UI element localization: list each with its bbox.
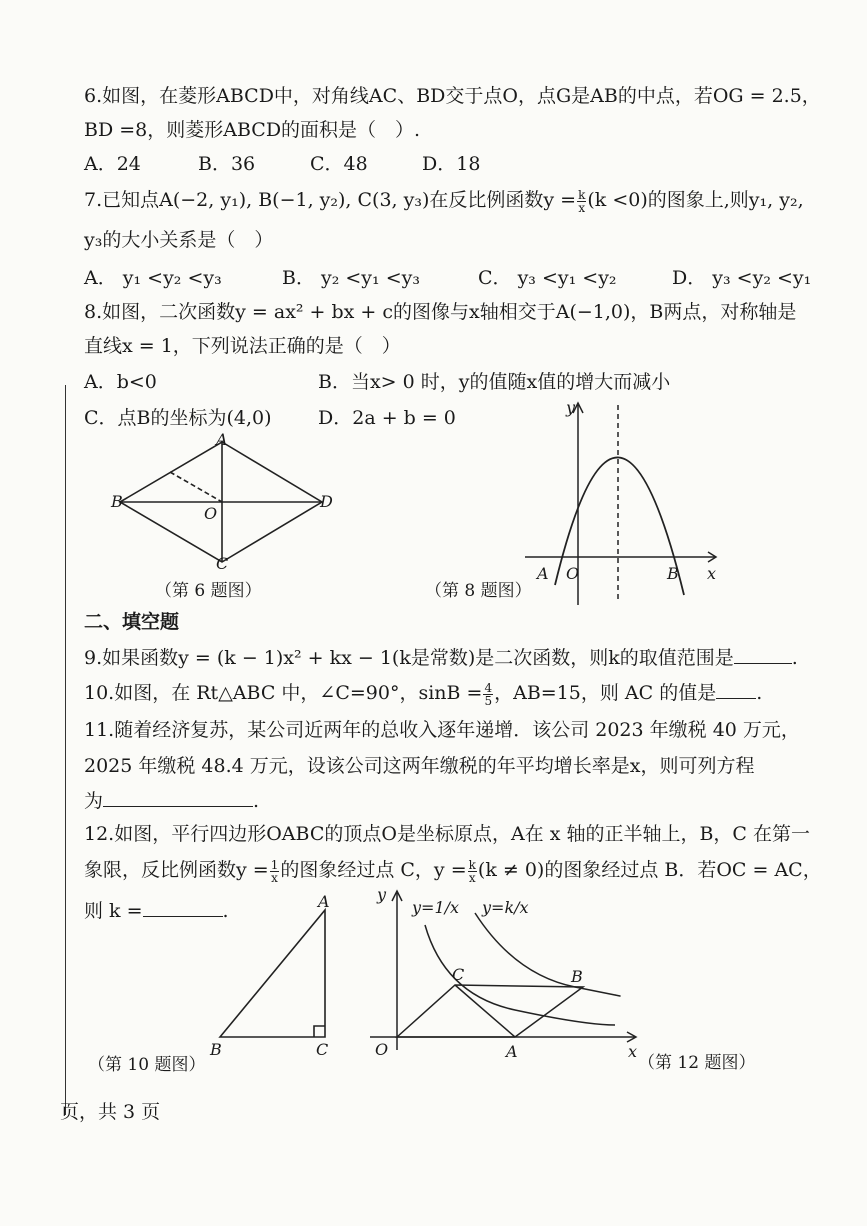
- q11-answer-blank[interactable]: [103, 788, 253, 807]
- q8-option-c: C．点B的坐标为(4,0): [84, 407, 272, 429]
- fig12-label-b: B: [571, 967, 583, 986]
- q12-line2-part-b: 的图象经过点 C，y =: [280, 859, 467, 881]
- q11-line3: 为 .: [84, 790, 260, 812]
- q11-line3-text: 为: [84, 790, 104, 812]
- fig8-label-o: O: [566, 564, 580, 583]
- fig6-label-c: C: [216, 554, 229, 573]
- q7-option-b: B． y₂ <y₁ <y₃: [282, 267, 420, 289]
- fig12-curve1-label: y=1/x: [412, 898, 460, 917]
- fig10-triangle: [210, 900, 340, 1045]
- fig12-label-x: x: [628, 1042, 638, 1061]
- page-footer: 页，共 3 页: [60, 1101, 161, 1123]
- q7-option-c: C． y₃ <y₁ <y₂: [478, 267, 617, 289]
- q12-frac2-num: k: [468, 857, 476, 872]
- q7-line1-part-b: (k <0)的图象上,则y₁, y₂,: [587, 189, 804, 211]
- q12-line3-text: 则 k =: [84, 900, 143, 922]
- fig10-caption: （第 10 题图）: [88, 1055, 206, 1075]
- q9-answer-blank[interactable]: [734, 645, 792, 664]
- fig12-label-o: O: [375, 1040, 389, 1059]
- q7-frac-den: x: [578, 200, 586, 215]
- fig12-curve2-label: y=k/x: [482, 898, 529, 917]
- q12-frac1-den: x: [271, 870, 278, 885]
- fig10-label-a: A: [318, 892, 330, 911]
- q12-frac1-num: 1: [270, 857, 279, 872]
- q12-line2-part-c: (k ≠ 0)的图象经过点 B．若OC = AC，: [477, 859, 822, 881]
- q12-line1: 12.如图，平行四边形OABC的顶点O是坐标原点，A在 x 轴的正半轴上，B，C 在第一: [84, 823, 811, 845]
- fig6-label-a: A: [216, 430, 228, 449]
- fig8-label-a: A: [537, 564, 549, 583]
- q10-fraction: [483, 682, 493, 707]
- q9-line: 9.如果函数y = (k − 1)x² + kx − 1(k是常数)是二次函数，则k的取值范围是 .: [84, 647, 798, 669]
- fig6-label-d: D: [320, 492, 333, 511]
- fig12-label-y: y: [377, 885, 387, 904]
- section-fill-in-blank-title: 二、填空题: [84, 611, 180, 633]
- q11-line2: 2025 年缴税 48.4 万元，设该公司这两年缴税的年平均增长率是x，则可列方程: [84, 755, 755, 777]
- fig6-label-o: O: [204, 504, 218, 523]
- q12-fraction-1: [270, 859, 280, 884]
- fig6-caption: （第 6 题图）: [155, 581, 262, 601]
- q8-option-a: A．b<0: [84, 371, 157, 393]
- fig12-caption: （第 12 题图）: [638, 1053, 756, 1073]
- q12-fraction-2: [468, 859, 477, 884]
- q8-line1: 8.如图，二次函数y = ax² + bx + c的图像与x轴相交于A(−1,0)，B两点，对称轴是: [84, 301, 797, 323]
- q7-option-d: D． y₃ <y₂ <y₁: [672, 267, 812, 289]
- q8-line2: 直线x = 1，下列说法正确的是（ ）: [84, 335, 401, 357]
- q7-line2: y₃的大小关系是（ ）: [84, 229, 274, 251]
- q8-option-b: B．当x> 0 时，y的值随x值的增大而减小: [318, 371, 671, 393]
- q6-option-c: C．48: [310, 153, 368, 175]
- q12-line2-part-a: 象限，反比例函数y =: [84, 859, 269, 881]
- q10-line: 10.如图，在 Rt△ABC 中，∠C=90°，sinB = $\frac{4}{5}$ ，AB=15，则 AC 的值是 .: [84, 680, 763, 708]
- q10-answer-blank[interactable]: [716, 680, 756, 699]
- fig8-label-b: B: [667, 564, 679, 583]
- q7-line1-part-a: 7.已知点A(−2, y₁), B(−1, y₂), C(3, y₃)在反比例函数y =: [84, 189, 577, 211]
- q10-frac-den: 5: [484, 693, 493, 708]
- q6-line2: BD =8，则菱形ABCD的面积是（ ）.: [84, 119, 421, 141]
- fig8-caption: （第 8 题图）: [425, 581, 532, 601]
- q7-fraction: [577, 189, 586, 214]
- q9-text: 9.如果函数y = (k − 1)x² + kx − 1(k是常数)是二次函数，则k的取值范围是: [84, 647, 734, 669]
- q6-option-a: A．24: [84, 153, 141, 175]
- q12-frac2-den: x: [468, 870, 476, 885]
- q7-option-a: A． y₁ <y₂ <y₃: [84, 267, 222, 289]
- q10-frac-num: 4: [484, 680, 493, 695]
- margin-rule: [65, 385, 66, 1115]
- q7-line1: [84, 188, 804, 214]
- fig10-label-c: C: [316, 1040, 329, 1059]
- fig12-label-a: A: [506, 1042, 518, 1061]
- q6-option-b: B．36: [198, 153, 256, 175]
- fig10-label-b: B: [210, 1040, 222, 1059]
- q8-option-d: D．2a + b = 0: [318, 407, 456, 429]
- q6-line1: 6.如图，在菱形ABCD中，对角线AC、BD交于点O，点G是AB的中点，若OG = 2.5，: [84, 85, 821, 107]
- q7-frac-num: k: [578, 187, 586, 202]
- q12-line2: [84, 858, 822, 884]
- q6-option-d: D．18: [422, 153, 481, 175]
- fig12-label-c: C: [452, 965, 465, 984]
- q11-line1: 11.随着经济复苏，某公司近两年的总收入逐年递增．该公司 2023 年缴税 40 万元，: [84, 719, 800, 741]
- q10-text-b: ，AB=15，则 AC 的值是: [494, 682, 717, 704]
- fig6-label-b: B: [111, 492, 123, 511]
- q10-text-a: 10.如图，在 Rt△ABC 中，∠C=90°，sinB =: [84, 682, 483, 704]
- fig8-label-y: y: [566, 398, 576, 417]
- q12-line3: 则 k = .: [84, 900, 229, 922]
- fig8-label-x: x: [707, 564, 717, 583]
